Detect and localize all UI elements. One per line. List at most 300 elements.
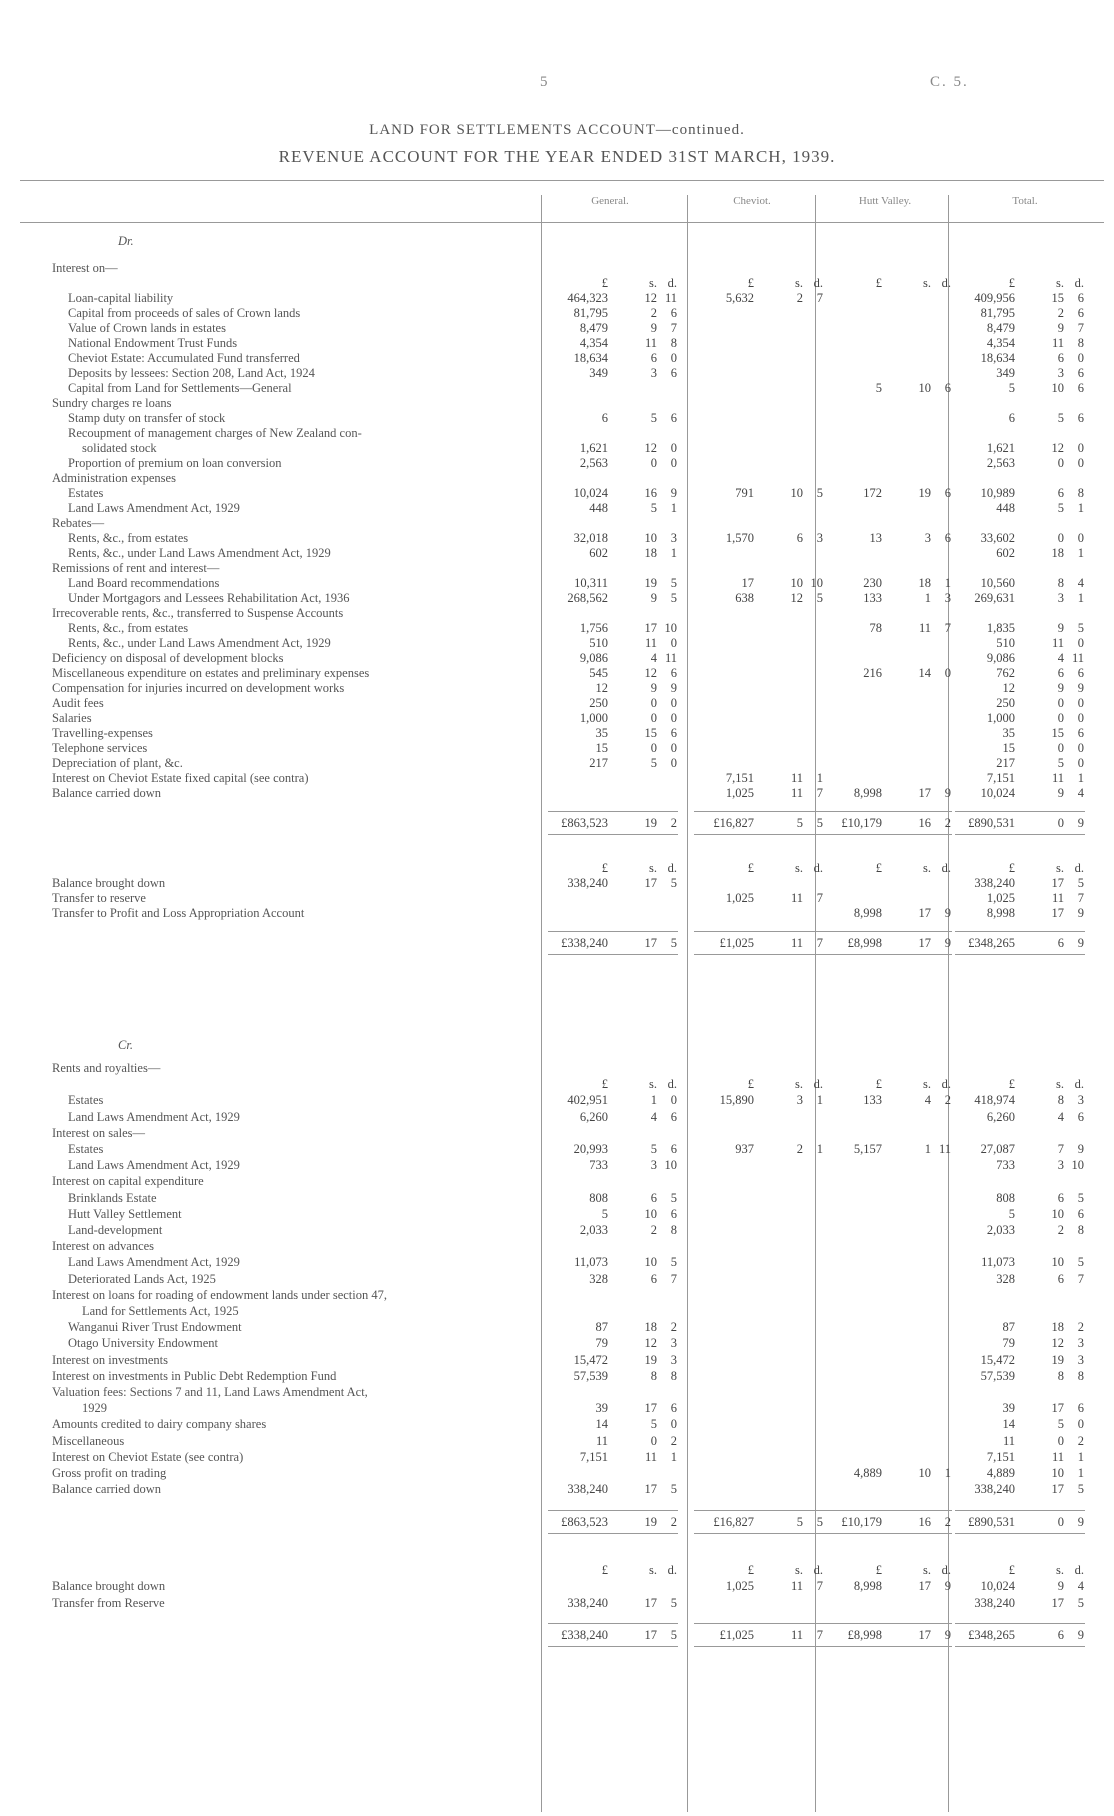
pounds-value: 4,354 xyxy=(579,336,608,350)
pence-value: 0 xyxy=(670,351,677,365)
pounds-value: 937 xyxy=(735,1142,754,1156)
pounds-value: 10,024 xyxy=(980,1579,1015,1594)
row-label: Balance brought down xyxy=(52,1579,166,1594)
pounds-value: £890,531 xyxy=(968,1514,1015,1529)
pounds-value: 808 xyxy=(589,1190,608,1205)
pounds-value: 8,479 xyxy=(986,321,1015,335)
pence-value: 10 xyxy=(1071,1158,1084,1173)
pence-value: 0 xyxy=(670,741,677,755)
pence-value: 9 xyxy=(944,1628,951,1642)
pounds-value: 35 xyxy=(1002,726,1015,740)
shillings-value: 6 xyxy=(1057,1271,1064,1286)
total-rule xyxy=(548,1646,678,1647)
pounds-value: 6 xyxy=(601,411,608,425)
shillings-value: 12 xyxy=(644,1336,657,1351)
total-rule xyxy=(822,1646,952,1647)
total-rule xyxy=(955,954,1085,955)
pounds-value: 78 xyxy=(869,621,882,635)
shillings-value: 6 xyxy=(1057,351,1064,365)
shillings-value: 10 xyxy=(644,1206,657,1221)
shillings-value: 4 xyxy=(650,1109,657,1124)
pence-value: 8 xyxy=(1077,1368,1084,1383)
pence-value: 9 xyxy=(1077,816,1084,830)
row-label: Proportion of premium on loan conversion xyxy=(68,456,282,470)
unit-shillings: s. xyxy=(923,861,931,875)
row-label: Transfer from Reserve xyxy=(52,1595,165,1610)
pence-value: 4 xyxy=(1077,786,1084,800)
unit-pence: d. xyxy=(813,861,823,875)
pence-value: 0 xyxy=(1077,456,1084,470)
pence-value: 5 xyxy=(816,591,823,605)
row-label: Rents, &c., from estates xyxy=(68,531,189,545)
unit-pounds: £ xyxy=(601,861,608,875)
shillings-value: 10 xyxy=(644,1255,657,1270)
row-label: solidated stock xyxy=(82,441,157,455)
pounds-value: 6 xyxy=(1008,411,1015,425)
row-label: Wanganui River Trust Endowment xyxy=(68,1320,242,1335)
shillings-value: 5 xyxy=(650,1417,657,1432)
shillings-value: 17 xyxy=(644,936,657,950)
pence-value: 0 xyxy=(670,636,677,650)
shillings-value: 9 xyxy=(1057,681,1064,695)
pence-value: 2 xyxy=(944,1514,951,1529)
shillings-value: 18 xyxy=(1051,546,1064,560)
shillings-value: 11 xyxy=(918,621,931,635)
row-label: Stamp duty on transfer of stock xyxy=(68,411,226,425)
total-rule xyxy=(822,954,952,955)
pence-value: 0 xyxy=(1077,756,1084,770)
column-header-hutt-valley: Hutt Valley. xyxy=(858,195,912,207)
shillings-value: 9 xyxy=(650,321,657,335)
pounds-value: £348,265 xyxy=(968,1628,1015,1642)
pounds-value: £10,179 xyxy=(841,816,882,830)
pounds-value: 14 xyxy=(595,1417,608,1432)
pence-value: 6 xyxy=(1077,291,1084,305)
row-label: Estates xyxy=(68,486,104,500)
row-label: Valuation fees: Sections 7 and 11, Land Laws Amendment Act, xyxy=(52,1385,368,1399)
pence-value: 0 xyxy=(1077,351,1084,365)
pence-value: 6 xyxy=(1077,666,1084,680)
pounds-value: 448 xyxy=(589,501,608,515)
shillings-value: 17 xyxy=(644,1628,657,1642)
row-label: Irrecoverable rents, &c., transferred to Suspense Accounts xyxy=(52,606,344,620)
shillings-value: 5 xyxy=(650,411,657,425)
column-header-general: General. xyxy=(591,195,629,207)
pounds-value: 2,033 xyxy=(986,1223,1015,1237)
pounds-value: 1,025 xyxy=(725,1579,754,1594)
shillings-value: 2 xyxy=(1057,306,1064,320)
unit-pence: d. xyxy=(667,861,677,875)
pounds-value: 20,993 xyxy=(573,1142,608,1156)
shillings-value: 0 xyxy=(1057,816,1064,830)
pounds-value: 11 xyxy=(1002,1433,1015,1448)
pounds-value: 15,472 xyxy=(980,1352,1015,1367)
shillings-value: 3 xyxy=(796,1093,803,1108)
pounds-value: 402,951 xyxy=(567,1093,608,1108)
pounds-value: 1,025 xyxy=(725,891,754,905)
shillings-value: 10 xyxy=(1051,1206,1064,1221)
pence-value: 8 xyxy=(670,336,677,350)
page-title: LAND FOR SETTLEMENTS ACCOUNT—continued. xyxy=(369,122,745,138)
pence-value: 5 xyxy=(670,576,677,590)
pounds-value: 8,998 xyxy=(853,786,882,800)
row-label: Recoupment of management charges of New Zealand con- xyxy=(68,426,362,440)
pounds-value: 250 xyxy=(589,696,608,710)
row-label: Land for Settlements Act, 1925 xyxy=(82,1304,239,1318)
shillings-value: 6 xyxy=(796,531,803,545)
total-rule xyxy=(694,811,824,812)
unit-pence: d. xyxy=(941,276,951,290)
pence-value: 11 xyxy=(664,651,677,665)
pence-value: 1 xyxy=(1077,591,1084,605)
pounds-value: 510 xyxy=(996,636,1015,650)
shillings-value: 9 xyxy=(1057,621,1064,635)
pounds-value: 35 xyxy=(595,726,608,740)
row-label: Estates xyxy=(68,1142,104,1156)
row-label: Depreciation of plant, &c. xyxy=(52,756,183,770)
total-row xyxy=(0,1625,1114,1645)
pence-value: 9 xyxy=(944,786,951,800)
pence-value: 0 xyxy=(670,756,677,770)
shillings-value: 17 xyxy=(644,1482,657,1497)
shillings-value: 5 xyxy=(650,756,657,770)
total-rule xyxy=(955,931,1085,932)
row-label: Deficiency on disposal of development blocks xyxy=(52,651,284,665)
row-label: Brinklands Estate xyxy=(68,1190,157,1205)
shillings-value: 17 xyxy=(1051,1482,1064,1497)
pence-value: 0 xyxy=(1077,636,1084,650)
pounds-value: 79 xyxy=(595,1336,608,1351)
row-label: Travelling-expenses xyxy=(52,726,153,740)
pounds-value: 133 xyxy=(863,591,882,605)
pounds-value: 4,889 xyxy=(986,1466,1015,1480)
pounds-value: 638 xyxy=(735,591,754,605)
pounds-value: 269,631 xyxy=(974,591,1015,605)
row-label: Rebates— xyxy=(52,516,105,530)
shillings-value: 17 xyxy=(918,1628,931,1642)
unit-shillings: s. xyxy=(1056,861,1064,875)
pence-value: 0 xyxy=(670,696,677,710)
total-row xyxy=(0,933,1114,953)
shillings-value: 12 xyxy=(1051,441,1064,455)
shillings-value: 9 xyxy=(1057,1579,1064,1594)
pounds-value: 1,756 xyxy=(579,621,608,635)
row-label: Balance brought down xyxy=(52,876,166,890)
pence-value: 3 xyxy=(670,1352,677,1367)
pounds-value: 1,000 xyxy=(986,711,1015,725)
shillings-value: 11 xyxy=(1051,891,1064,905)
pounds-value: £10,179 xyxy=(841,1514,882,1529)
shillings-value: 10 xyxy=(1051,1466,1064,1480)
shillings-value: 3 xyxy=(650,366,657,380)
shillings-value: 11 xyxy=(790,936,803,950)
pounds-value: 5,157 xyxy=(853,1142,882,1156)
shillings-value: 6 xyxy=(1057,1628,1064,1642)
pence-value: 5 xyxy=(816,816,823,830)
pounds-value: 172 xyxy=(863,486,882,500)
pounds-value: 602 xyxy=(589,546,608,560)
pounds-value: 1,025 xyxy=(725,786,754,800)
unit-pounds: £ xyxy=(1008,1563,1015,1578)
pence-value: 9 xyxy=(1077,1142,1084,1156)
pounds-value: £338,240 xyxy=(561,1628,608,1642)
pounds-value: 7,151 xyxy=(986,771,1015,785)
pounds-value: 250 xyxy=(996,696,1015,710)
unit-pence: d. xyxy=(813,1563,823,1578)
pence-value: 0 xyxy=(670,711,677,725)
shillings-value: 2 xyxy=(650,306,657,320)
row-label: Otago University Endowment xyxy=(68,1336,218,1351)
row-label: Gross profit on trading xyxy=(52,1466,167,1480)
pence-value: 5 xyxy=(816,1514,823,1529)
shillings-value: 1 xyxy=(924,1142,931,1156)
pence-value: 6 xyxy=(670,666,677,680)
pounds-value: 9,086 xyxy=(986,651,1015,665)
pounds-value: 733 xyxy=(996,1158,1015,1173)
pence-value: 9 xyxy=(1077,681,1084,695)
pence-value: 4 xyxy=(1077,1579,1084,1594)
pounds-value: £863,523 xyxy=(561,1514,608,1529)
pence-value: 7 xyxy=(670,321,677,335)
pounds-value: 15 xyxy=(595,741,608,755)
shillings-value: 9 xyxy=(1057,321,1064,335)
pence-value: 2 xyxy=(670,1320,677,1335)
row-label: Miscellaneous expenditure on estates and preliminary expenses xyxy=(52,666,370,680)
shillings-value: 5 xyxy=(796,1514,803,1529)
total-rule xyxy=(822,1510,952,1511)
pence-value: 1 xyxy=(1077,546,1084,560)
pounds-value: £16,827 xyxy=(713,816,754,830)
pence-value: 5 xyxy=(816,486,823,500)
unit-pounds: £ xyxy=(601,276,608,290)
pounds-value: 1,570 xyxy=(725,531,754,545)
pounds-value: 328 xyxy=(589,1271,608,1286)
pence-value: 6 xyxy=(1077,306,1084,320)
pounds-value: 602 xyxy=(996,546,1015,560)
pounds-value: 13 xyxy=(869,531,882,545)
pence-value: 5 xyxy=(670,591,677,605)
pence-value: 8 xyxy=(670,1368,677,1383)
shillings-value: 0 xyxy=(1057,1514,1064,1529)
shillings-value: 15 xyxy=(644,726,657,740)
pence-value: 0 xyxy=(1077,531,1084,545)
pence-value: 7 xyxy=(816,786,823,800)
row-label: Telephone services xyxy=(52,741,148,755)
pounds-value: 12 xyxy=(1002,681,1015,695)
pounds-value: 7,151 xyxy=(986,1449,1015,1464)
pounds-value: 5 xyxy=(601,1206,608,1221)
row-label: Amounts credited to dairy company shares xyxy=(52,1417,267,1432)
total-rule xyxy=(955,1646,1085,1647)
shillings-value: 1 xyxy=(924,591,931,605)
section-code: C. 5. xyxy=(930,74,969,90)
shillings-value: 17 xyxy=(1051,1595,1064,1610)
pence-value: 7 xyxy=(944,621,951,635)
shillings-value: 10 xyxy=(918,381,931,395)
shillings-value: 3 xyxy=(1057,366,1064,380)
shillings-value: 15 xyxy=(1051,726,1064,740)
shillings-value: 6 xyxy=(650,1271,657,1286)
pence-value: 8 xyxy=(1077,486,1084,500)
pence-value: 5 xyxy=(670,936,677,950)
pence-value: 7 xyxy=(816,891,823,905)
shillings-value: 11 xyxy=(790,1579,803,1594)
unit-shillings: s. xyxy=(1056,1563,1064,1578)
shillings-value: 9 xyxy=(1057,786,1064,800)
pence-value: 6 xyxy=(670,726,677,740)
shillings-value: 11 xyxy=(644,336,657,350)
shillings-value: 12 xyxy=(644,666,657,680)
pence-value: 7 xyxy=(816,1579,823,1594)
pence-value: 2 xyxy=(670,816,677,830)
shillings-value: 11 xyxy=(1051,1449,1064,1464)
row-label: Capital from proceeds of sales of Crown lands xyxy=(68,306,301,320)
pence-value: 6 xyxy=(944,531,951,545)
shillings-value: 8 xyxy=(1057,1368,1064,1383)
pence-value: 6 xyxy=(670,1109,677,1124)
row-label: Interest on capital expenditure xyxy=(52,1174,204,1189)
pence-value: 6 xyxy=(1077,726,1084,740)
pence-value: 4 xyxy=(1077,576,1084,590)
unit-shillings: s. xyxy=(649,276,657,290)
row-label: Remissions of rent and interest— xyxy=(52,561,220,575)
pounds-value: 7,151 xyxy=(579,1449,608,1464)
unit-shillings: s. xyxy=(795,861,803,875)
pence-value: 10 xyxy=(810,576,823,590)
shillings-value: 5 xyxy=(650,1142,657,1156)
pence-value: 6 xyxy=(1077,1109,1084,1124)
row-label: Interest on loans for roading of endowment lands under section 47, xyxy=(52,1287,387,1302)
total-rule xyxy=(955,811,1085,812)
row-label: National Endowment Trust Funds xyxy=(68,336,238,350)
shillings-value: 2 xyxy=(1057,1223,1064,1237)
pounds-value: 328 xyxy=(996,1271,1015,1286)
shillings-value: 5 xyxy=(650,501,657,515)
total-rule xyxy=(548,931,678,932)
page-subtitle: REVENUE ACCOUNT FOR THE YEAR ENDED 31ST MARCH, 1939. xyxy=(278,147,836,166)
shillings-value: 6 xyxy=(1057,486,1064,500)
shillings-value: 4 xyxy=(924,1093,931,1108)
pounds-value: 6,260 xyxy=(986,1109,1015,1124)
shillings-value: 3 xyxy=(650,1158,657,1173)
unit-shillings: s. xyxy=(1056,1077,1064,1092)
unit-pounds: £ xyxy=(601,1563,608,1578)
row-label: Interest on— xyxy=(52,261,118,275)
shillings-value: 7 xyxy=(1057,1142,1064,1156)
pence-value: 1 xyxy=(670,1449,677,1464)
pounds-value: 15 xyxy=(1002,741,1015,755)
pence-value: 8 xyxy=(670,1223,677,1237)
pounds-value: 216 xyxy=(863,666,882,680)
pence-value: 7 xyxy=(670,1271,677,1286)
pence-value: 2 xyxy=(1077,1320,1084,1335)
pounds-value: 349 xyxy=(589,366,608,380)
unit-pence: d. xyxy=(941,1563,951,1578)
pence-value: 3 xyxy=(670,1336,677,1351)
pence-value: 0 xyxy=(1077,441,1084,455)
pounds-value: 6,260 xyxy=(579,1109,608,1124)
pounds-value: 230 xyxy=(863,576,882,590)
pounds-value: 10,024 xyxy=(573,486,608,500)
pence-value: 7 xyxy=(1077,891,1084,905)
unit-pence: d. xyxy=(667,1563,677,1578)
page-number: 5 xyxy=(540,74,550,90)
pence-value: 9 xyxy=(944,936,951,950)
pence-value: 3 xyxy=(1077,1093,1084,1108)
pounds-value: £8,998 xyxy=(847,1628,882,1642)
unit-pounds: £ xyxy=(1008,276,1015,290)
row-label: Rents, &c., under Land Laws Amendment Act, 1929 xyxy=(68,636,331,650)
total-rule xyxy=(548,954,678,955)
unit-pounds: £ xyxy=(875,1563,882,1578)
row-label: Transfer to reserve xyxy=(52,891,146,905)
pence-value: 0 xyxy=(1077,696,1084,710)
unit-pence: d. xyxy=(1074,1077,1084,1092)
shillings-value: 10 xyxy=(1051,381,1064,395)
shillings-value: 1 xyxy=(650,1093,657,1108)
pounds-value: 33,602 xyxy=(980,531,1015,545)
pounds-value: 464,323 xyxy=(567,291,608,305)
shillings-value: 6 xyxy=(650,1190,657,1205)
pence-value: 9 xyxy=(1077,1628,1084,1642)
unit-pounds: £ xyxy=(1008,861,1015,875)
shillings-value: 19 xyxy=(644,816,657,830)
shillings-value: 17 xyxy=(644,1401,657,1416)
pounds-value: 510 xyxy=(589,636,608,650)
pence-value: 9 xyxy=(1077,1514,1084,1529)
pounds-value: 81,795 xyxy=(573,306,608,320)
pounds-value: 5,632 xyxy=(725,291,754,305)
unit-pounds: £ xyxy=(747,861,754,875)
pounds-value: 733 xyxy=(589,1158,608,1173)
pence-value: 5 xyxy=(1077,1595,1084,1610)
pounds-value: 11,073 xyxy=(981,1255,1015,1270)
unit-pence: d. xyxy=(813,1077,823,1092)
shillings-value: 3 xyxy=(1057,1158,1064,1173)
shillings-value: 12 xyxy=(790,591,803,605)
pounds-value: 448 xyxy=(996,501,1015,515)
shillings-value: 4 xyxy=(1057,651,1064,665)
row-label: Land Laws Amendment Act, 1929 xyxy=(68,501,240,515)
shillings-value: 18 xyxy=(1051,1320,1064,1335)
unit-pence: d. xyxy=(813,276,823,290)
shillings-value: 19 xyxy=(644,1352,657,1367)
pounds-value: 338,240 xyxy=(974,1482,1015,1497)
shillings-value: 17 xyxy=(644,1595,657,1610)
total-rule xyxy=(955,1510,1085,1511)
pounds-value: £348,265 xyxy=(968,936,1015,950)
pounds-value: 39 xyxy=(595,1401,608,1416)
pounds-value: 338,240 xyxy=(567,1595,608,1610)
shillings-value: 2 xyxy=(796,1142,803,1156)
row-label: Value of Crown lands in estates xyxy=(68,321,226,335)
shillings-value: 0 xyxy=(1057,696,1064,710)
shillings-value: 4 xyxy=(650,651,657,665)
pence-value: 5 xyxy=(1077,1482,1084,1497)
pounds-value: 338,240 xyxy=(974,876,1015,890)
unit-pence: d. xyxy=(667,276,677,290)
shillings-value: 0 xyxy=(1057,456,1064,470)
shillings-value: 16 xyxy=(918,1514,931,1529)
shillings-value: 17 xyxy=(1051,1401,1064,1416)
unit-pence: d. xyxy=(1074,276,1084,290)
pence-value: 5 xyxy=(670,1628,677,1642)
unit-pence: d. xyxy=(941,861,951,875)
pence-value: 9 xyxy=(1077,936,1084,950)
shillings-value: 0 xyxy=(650,741,657,755)
pounds-value: 5 xyxy=(1008,1206,1015,1221)
pence-value: 0 xyxy=(670,441,677,455)
